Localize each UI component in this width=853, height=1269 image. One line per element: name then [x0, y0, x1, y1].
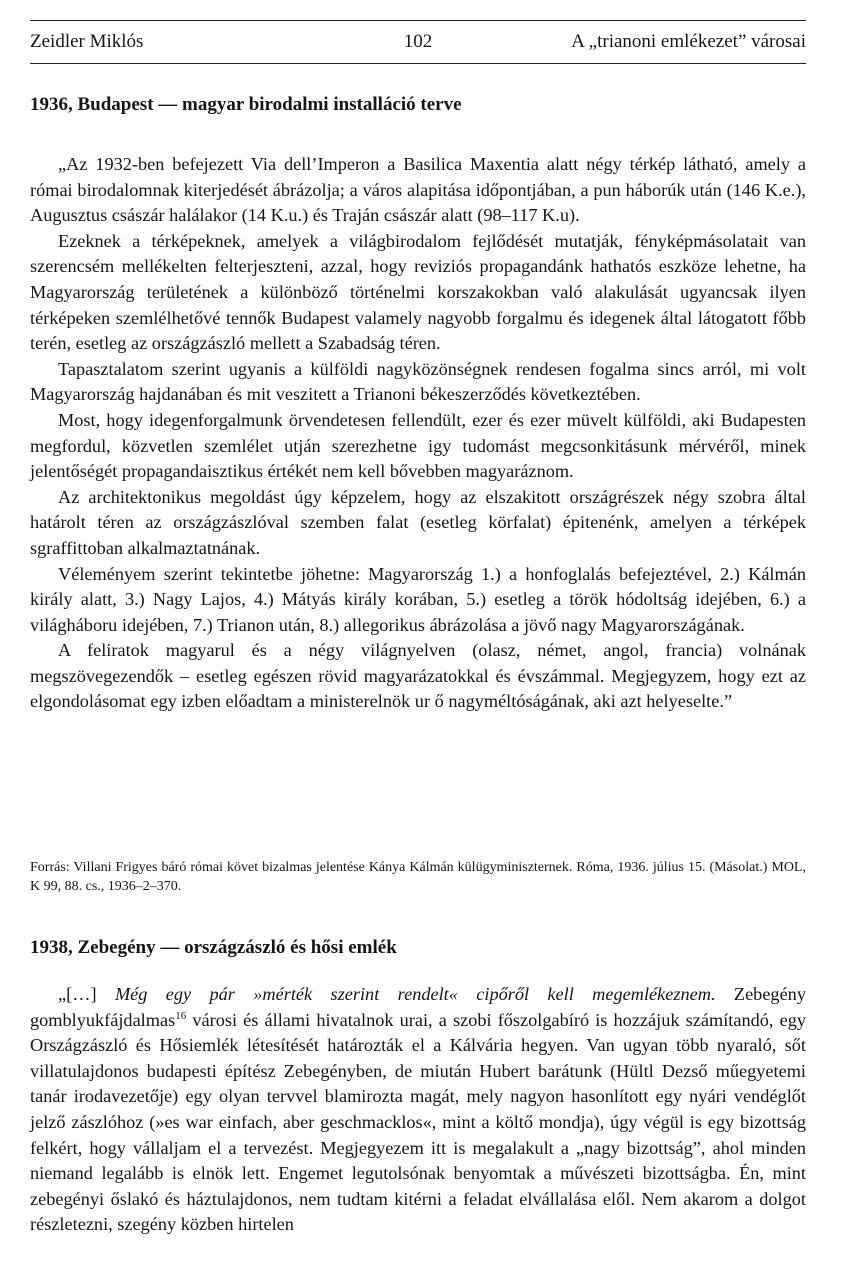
- paragraph: Véleményem szerint tekintetbe jöhetne: Magyarország 1.) a honfoglalás befejeztével, 2.) Kálmán király alatt, 3.) Nagy Lajos, 4.) Mátyás király korában, 5.) esetleg a török hódoltság idejében, 6.) a világháboru idejében, 7.) Trianon után, 8.) allegorikus ábrázolása a jövő nagy Magyarországának.: [30, 563, 806, 635]
- paragraph: [30, 982, 806, 1238]
- running-header: [30, 20, 806, 64]
- header-author: Zeidler Miklós: [30, 31, 144, 52]
- section-2-body: [30, 982, 806, 1238]
- paragraph: A feliratok magyarul és a négy világnyelven (olasz, német, angol, francia) volnának megszövegezendők – esetleg egészen rövid magyarázatokkal és évszámmal. Megjegyzem, hogy ezt az elgondolásomat egy izben előadtam a ministerelnök ur ő nagyméltóságának, aki azt helyeselte.”: [30, 640, 806, 712]
- paragraph: Most, hogy idegenforgalmunk örvendetesen fellendült, ezer és ezer müvelt külföldi, aki Budapesten megfordul, közvetlen szemlélet utján szerezhetne igy tudomást megcsonkitásunk mérvéről, minek jelentőségét propagandaisztikus értékét nem kell bővebben magyaráznom.: [30, 409, 806, 482]
- section-1-heading: 1936, Budapest — magyar birodalmi installáció terve: [30, 94, 462, 115]
- header-book-title: A „trianoni emlékezet” városai: [571, 31, 806, 52]
- footnote-reference: 16: [175, 1009, 187, 1022]
- paragraph: Az architektonikus megoldást úgy képzelem, hogy az elszakitott országrészek négy szobra által határolt téren az országzászlóval szemben falat (esetleg körfalat) épitenénk, amelyen a térképek sgraffittoban alkalmaztatnának.: [30, 486, 806, 558]
- document-page: [30, 20, 806, 1235]
- paragraph: Ezeknek a térképeknek, amelyek a világbirodalom fejlődését mutatják, fényképmásolatait van szerencsém mellékelten felterjeszteni, azzal, hogy reviziós propagandánk hathatós eszköze lehetne, ha Magyarország területének a különböző történelmi korszakokban való alakulását ugyancsak ilyen térképeken szemlélhetővé tennők Budapest valamely nagyobb forgalmu és idegenek által látogatott főbb terén, esetleg az országzászló mellett a Szabadság téren.: [30, 230, 806, 354]
- header-page-number: 102: [403, 31, 433, 52]
- source-note: Forrás: Villani Frigyes báró római követ bizalmas jelentése Kánya Kálmán külügyminiszternek. Róma, 1936. július 15. (Másolat.) MOL, K 99, 88. cs., 1936–2–370.: [30, 860, 806, 894]
- section-2-heading: 1938, Zebegény — országzászló és hősi emlék: [30, 937, 397, 958]
- quote-open: „[…]: [58, 984, 115, 1004]
- paragraph: „Az 1932-ben befejezett Via dell’Imperon a Basilica Maxentia alatt négy térkép látható, amely a római birodalomnak kiterjedését ábrázolja; a város alapitása időpontjában, a pun háborúk után (146 K.e.), Augusztus császár halálakor (14 K.u.) és Traján császár alatt (98–117 K.u).: [30, 154, 806, 226]
- section-1-body: [30, 152, 806, 715]
- text-run: városi és állami hivatalnok urai, a szobi főszolgabíró is hozzájuk számítandó, egy Országzászló és Hősiemlék létesítését határozták el a Kálvária hegyen. Van ugyan több nyaraló, sőt villatulajdonos budapesti építész Zebegényben, de miután Hubert barátunk (Hültl Dezső műegyetemi tanár irodavezetője) egy olyan tervvel blamirozta magát, mely nagyon hasonlított egy nyári vendéglőt jelző zászlóhoz (»es war einfach, aber geschmacklos«, mint a költő mondja), úgy végül is egy bizottság felkért, hogy vállaljam el a tervezést. Megjegyezem itt is megalakult a „nagy bizottság”, ahol minden niemand legalább is elnök lett. Engemet legutolsónak benyomtak a művészeti bizottságba. Én, mint zebegényi őslakó és háztulajdonos, nem tudtam kitérni a feladat elvállalása elől. Nem akarom a dolgot részletezni, szegény közben hirtelen: [30, 1009, 806, 1235]
- italic-quote: Még egy pár »mérték szerint rendelt« cipőről kell megemlékeznem.: [114, 984, 716, 1004]
- paragraph: Tapasztalatom szerint ugyanis a külföldi nagyközönségnek rendesen fogalma sincs arról, mi volt Magyarország hajdanában és mit veszitett a Trianoni békeszerződés következtében.: [30, 358, 806, 405]
- text-run: Zebegény gomblyukfájdalmas: [30, 984, 806, 1030]
